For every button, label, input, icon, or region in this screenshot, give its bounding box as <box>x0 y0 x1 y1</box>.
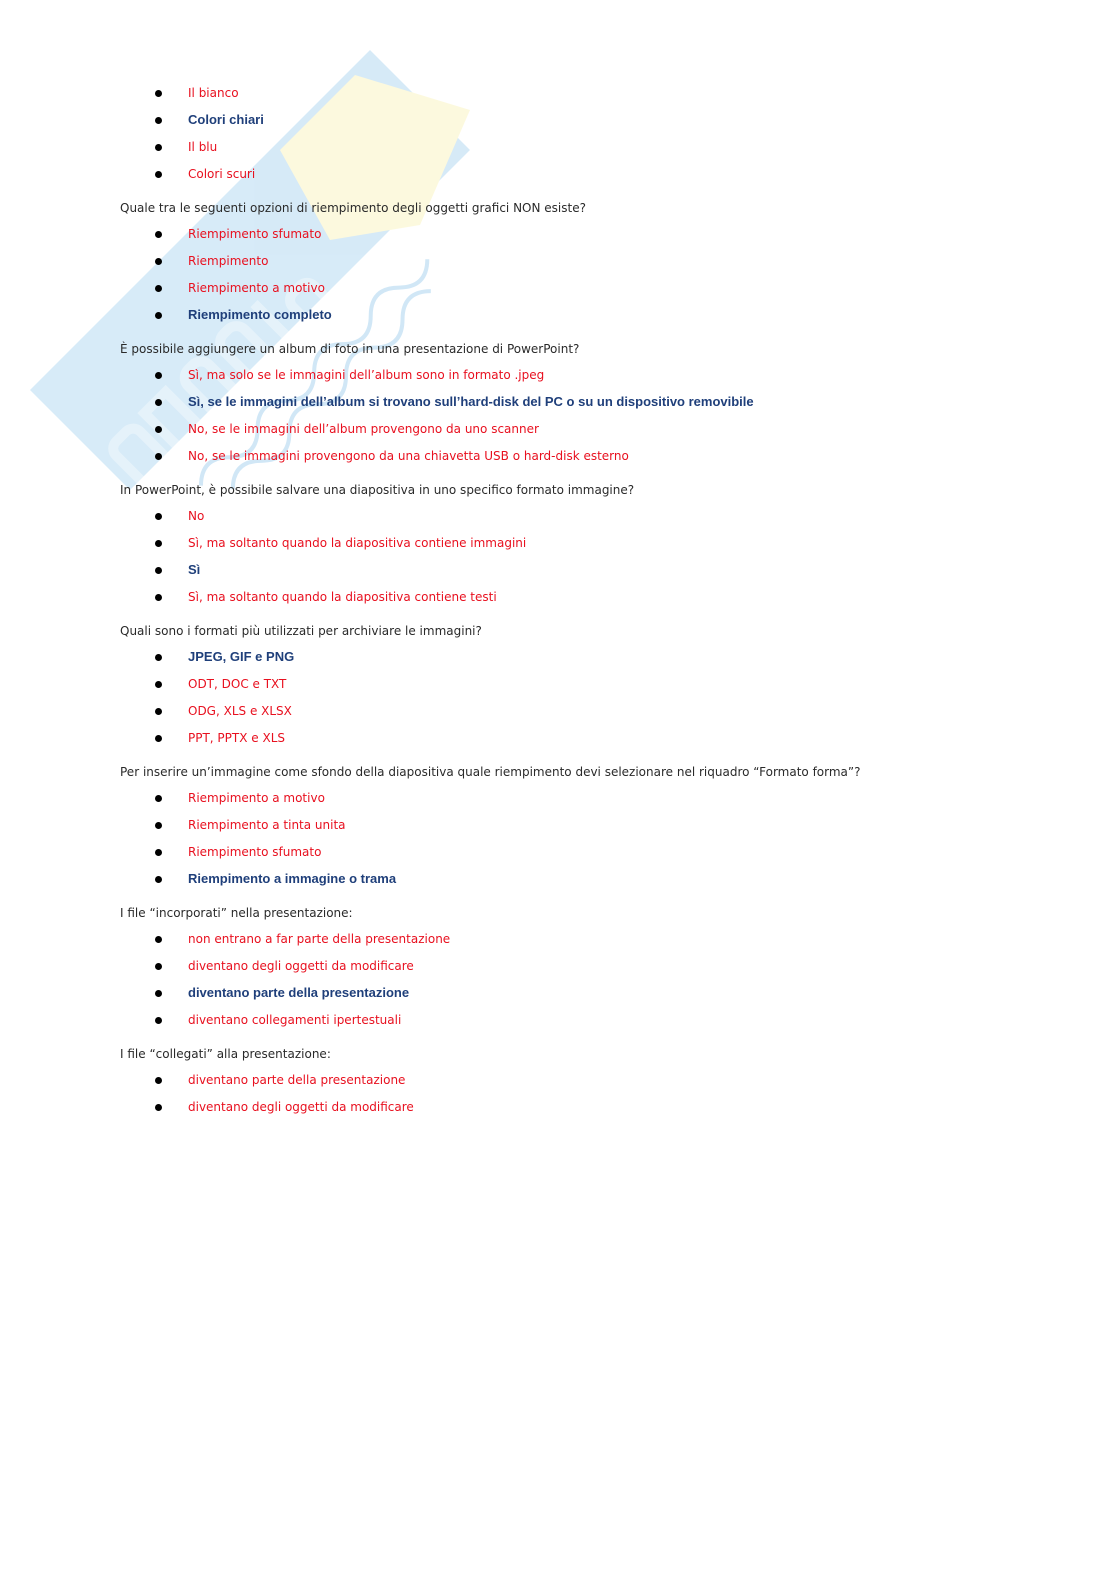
answer-text: Il bianco <box>188 86 239 100</box>
bullet-icon <box>155 1077 162 1084</box>
bullet-icon <box>155 231 162 238</box>
bullet-icon <box>155 654 162 661</box>
answer-text: Riempimento <box>188 254 269 268</box>
answer-text: Sì, ma soltanto quando la diapositiva contiene testi <box>188 590 497 604</box>
answer-text: Il blu <box>188 140 218 154</box>
bullet-icon <box>155 453 162 460</box>
bullet-icon <box>155 312 162 319</box>
bullet-icon <box>155 963 162 970</box>
question-text: Per inserire un’immagine come sfondo della diapositiva quale riempimento devi selezionare nel riquadro “Formato forma”? <box>120 765 861 779</box>
bullet-icon <box>155 735 162 742</box>
question-text: È possibile aggiungere un album di foto in una presentazione di PowerPoint? <box>120 342 580 356</box>
question-text: I file “incorporati” nella presentazione: <box>120 906 353 920</box>
answer-text: non entrano a far parte della presentazione <box>188 932 451 946</box>
answer-text: Riempimento sfumato <box>188 845 322 859</box>
bullet-icon <box>155 144 162 151</box>
answer-text: ODG, XLS e XLSX <box>188 704 292 718</box>
bullet-icon <box>155 171 162 178</box>
question-text: Quali sono i formati più utilizzati per archiviare le immagini? <box>120 624 482 638</box>
answer-text: diventano collegamenti ipertestuali <box>188 1013 402 1027</box>
bullet-icon <box>155 285 162 292</box>
answer-text: Colori chiari <box>188 112 264 127</box>
answer-text: ODT, DOC e TXT <box>188 677 287 691</box>
bullet-icon <box>155 426 162 433</box>
bullet-icon <box>155 681 162 688</box>
answer-text: JPEG, GIF e PNG <box>188 649 295 664</box>
answer-text: Sì, se le immagini dell’album si trovano sull’hard-disk del PC o su un dispositivo removibile <box>188 394 754 409</box>
answer-text: No, se le immagini provengono da una chiavetta USB o hard-disk esterno <box>188 449 629 463</box>
bullet-icon <box>155 990 162 997</box>
answer-text: Riempimento a motivo <box>188 791 325 805</box>
bullet-icon <box>155 372 162 379</box>
bullet-icon <box>155 567 162 574</box>
answer-text: No <box>188 509 205 523</box>
answer-text: Riempimento a immagine o trama <box>188 871 397 886</box>
answer-text: Riempimento a motivo <box>188 281 325 295</box>
answer-text: diventano parte della presentazione <box>188 1073 406 1087</box>
answer-text: Sì <box>188 562 201 577</box>
answer-text: diventano degli oggetti da modificare <box>188 959 414 973</box>
bullet-icon <box>155 513 162 520</box>
bullet-icon <box>155 1104 162 1111</box>
question-text: Quale tra le seguenti opzioni di riempimento degli oggetti grafici NON esiste? <box>120 201 586 215</box>
answer-text: Riempimento sfumato <box>188 227 322 241</box>
answer-text: Riempimento completo <box>188 307 332 322</box>
answer-text: No, se le immagini dell’album provengono da uno scanner <box>188 422 539 436</box>
bullet-icon <box>155 936 162 943</box>
answer-text: Sì, ma solo se le immagini dell’album sono in formato .jpeg <box>188 368 545 382</box>
answer-text: diventano parte della presentazione <box>188 985 410 1000</box>
bullet-icon <box>155 594 162 601</box>
answer-text: Colori scuri <box>188 167 256 181</box>
bullet-icon <box>155 876 162 883</box>
bullet-icon <box>155 822 162 829</box>
bullet-icon <box>155 258 162 265</box>
answer-text: PPT, PPTX e XLS <box>188 731 285 745</box>
bullet-icon <box>155 795 162 802</box>
bullet-icon <box>155 540 162 547</box>
answer-text: diventano degli oggetti da modificare <box>188 1100 414 1114</box>
answer-text: Sì, ma soltanto quando la diapositiva contiene immagini <box>188 536 527 550</box>
question-text: I file “collegati” alla presentazione: <box>120 1047 331 1061</box>
bullet-icon <box>155 708 162 715</box>
bullet-icon <box>155 1017 162 1024</box>
bullet-icon <box>155 399 162 406</box>
bullet-icon <box>155 117 162 124</box>
bullet-icon <box>155 849 162 856</box>
bullet-icon <box>155 90 162 97</box>
question-text: In PowerPoint, è possibile salvare una diapositiva in uno specifico formato immagine? <box>120 483 635 497</box>
answer-text: Riempimento a tinta unita <box>188 818 346 832</box>
